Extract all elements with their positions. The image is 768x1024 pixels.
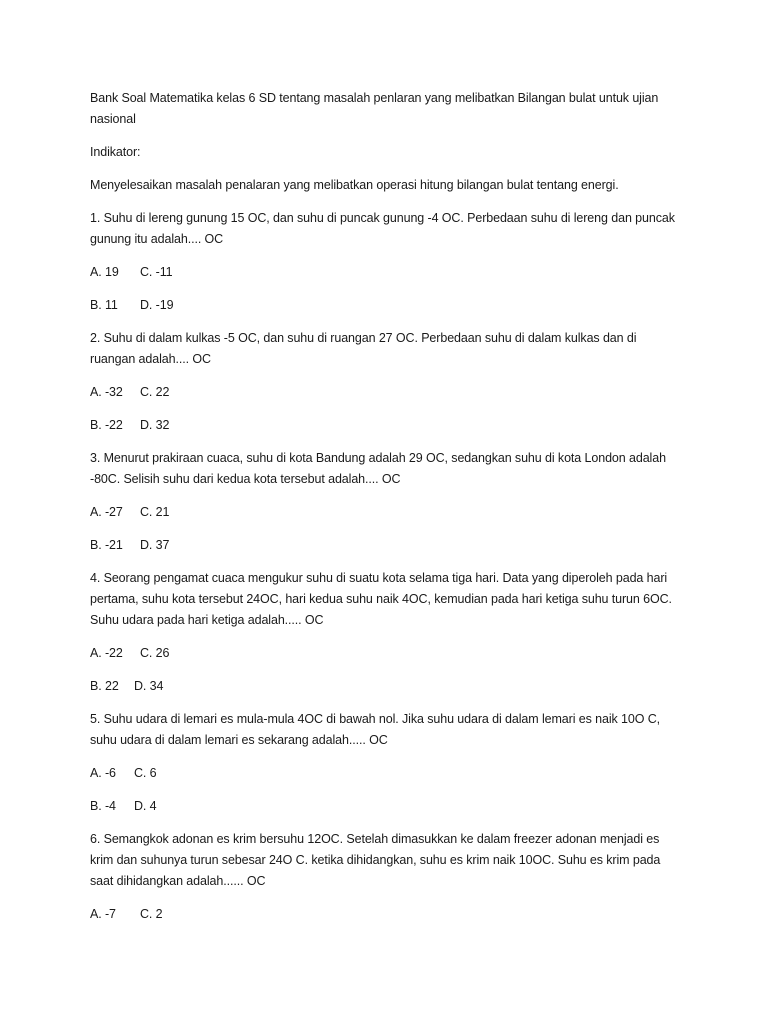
question-3-line-2: -80C. Selisih suhu dari kedua kota tersebut adalah.... OC xyxy=(90,472,401,486)
question-4-options-row-2 xyxy=(90,676,690,697)
option-a: A. -32 xyxy=(90,385,123,399)
option-b: B. 22 xyxy=(90,679,119,693)
option-c: C. 6 xyxy=(134,766,157,780)
option-b: B. 11 xyxy=(90,298,118,312)
question-3 xyxy=(90,448,690,490)
question-1 xyxy=(90,208,690,250)
option-d: D. 32 xyxy=(140,418,170,432)
question-1-line-2: gunung itu adalah.... OC xyxy=(90,232,224,246)
question-1-options-row-2 xyxy=(90,295,690,316)
option-b: B. -21 xyxy=(90,538,123,552)
question-4 xyxy=(90,568,690,631)
question-5-options-row-2 xyxy=(90,796,690,817)
option-c: C. 2 xyxy=(140,907,163,921)
option-a: A. -7 xyxy=(90,907,116,921)
option-c: C. 26 xyxy=(140,646,170,660)
option-c: C. 21 xyxy=(140,505,170,519)
question-6-options-row-1 xyxy=(90,904,690,925)
question-2-options-row-2 xyxy=(90,415,690,436)
option-b: B. -4 xyxy=(90,799,116,813)
question-5 xyxy=(90,709,690,751)
question-3-options-row-2 xyxy=(90,535,690,556)
title-line-1: Bank Soal Matematika kelas 6 SD tentang masalah penlaran yang melibatkan Bilangan bulat untuk ujian xyxy=(90,91,659,105)
question-4-line-2: pertama, suhu kota tersebut 24OC, hari kedua suhu naik 4OC, kemudian pada hari ketiga suhu turun 6OC. xyxy=(90,592,672,606)
question-6-line-1: 6. Semangkok adonan es krim bersuhu 12OC. Setelah dimasukkan ke dalam freezer adonan menjadi es xyxy=(90,832,660,846)
option-a: A. -22 xyxy=(90,646,123,660)
option-d: D. 34 xyxy=(134,679,164,693)
question-2-line-2: ruangan adalah.... OC xyxy=(90,352,211,366)
question-2 xyxy=(90,328,690,370)
question-2-options-row-1 xyxy=(90,382,690,403)
title-line-2: nasional xyxy=(90,112,136,126)
question-4-line-1: 4. Seorang pengamat cuaca mengukur suhu di suatu kota selama tiga hari. Data yang diperoleh pada hari xyxy=(90,571,668,585)
option-a: A. -27 xyxy=(90,505,123,519)
document-page xyxy=(90,88,690,937)
question-1-line-1: 1. Suhu di lereng gunung 15 OC, dan suhu di puncak gunung -4 OC. Perbedaan suhu di lereng dan puncak xyxy=(90,211,675,225)
question-5-line-2: suhu udara di dalam lemari es sekarang adalah..... OC xyxy=(90,733,388,747)
option-a: A. -6 xyxy=(90,766,116,780)
document-title xyxy=(90,88,690,130)
question-6-line-3: saat dihidangkan adalah...... OC xyxy=(90,874,266,888)
option-c: C. -11 xyxy=(140,265,173,279)
question-4-options-row-1 xyxy=(90,643,690,664)
question-6 xyxy=(90,829,690,892)
question-3-options-row-1 xyxy=(90,502,690,523)
question-3-line-1: 3. Menurut prakiraan cuaca, suhu di kota Bandung adalah 29 OC, sedangkan suhu di kota London adalah xyxy=(90,451,666,465)
indikator-text: Menyelesaikan masalah penalaran yang melibatkan operasi hitung bilangan bulat tentang energi. xyxy=(90,178,619,192)
indikator-label: Indikator: xyxy=(90,145,141,159)
question-2-line-1: 2. Suhu di dalam kulkas -5 OC, dan suhu di ruangan 27 OC. Perbedaan suhu di dalam kulkas dan di xyxy=(90,331,637,345)
option-d: D. -19 xyxy=(140,298,174,312)
question-5-line-1: 5. Suhu udara di lemari es mula-mula 4OC di bawah nol. Jika suhu udara di dalam lemari es naik 10O C, xyxy=(90,712,661,726)
option-a: A. 19 xyxy=(90,265,119,279)
option-b: B. -22 xyxy=(90,418,123,432)
option-d: D. 37 xyxy=(140,538,170,552)
option-d: D. 4 xyxy=(134,799,157,813)
option-c: C. 22 xyxy=(140,385,170,399)
question-1-options-row-1 xyxy=(90,262,690,283)
question-5-options-row-1 xyxy=(90,763,690,784)
question-4-line-3: Suhu udara pada hari ketiga adalah..... OC xyxy=(90,613,324,627)
question-6-line-2: krim dan suhunya turun sebesar 24O C. ketika dihidangkan, suhu es krim naik 10OC. Suhu es krim pada xyxy=(90,853,661,867)
